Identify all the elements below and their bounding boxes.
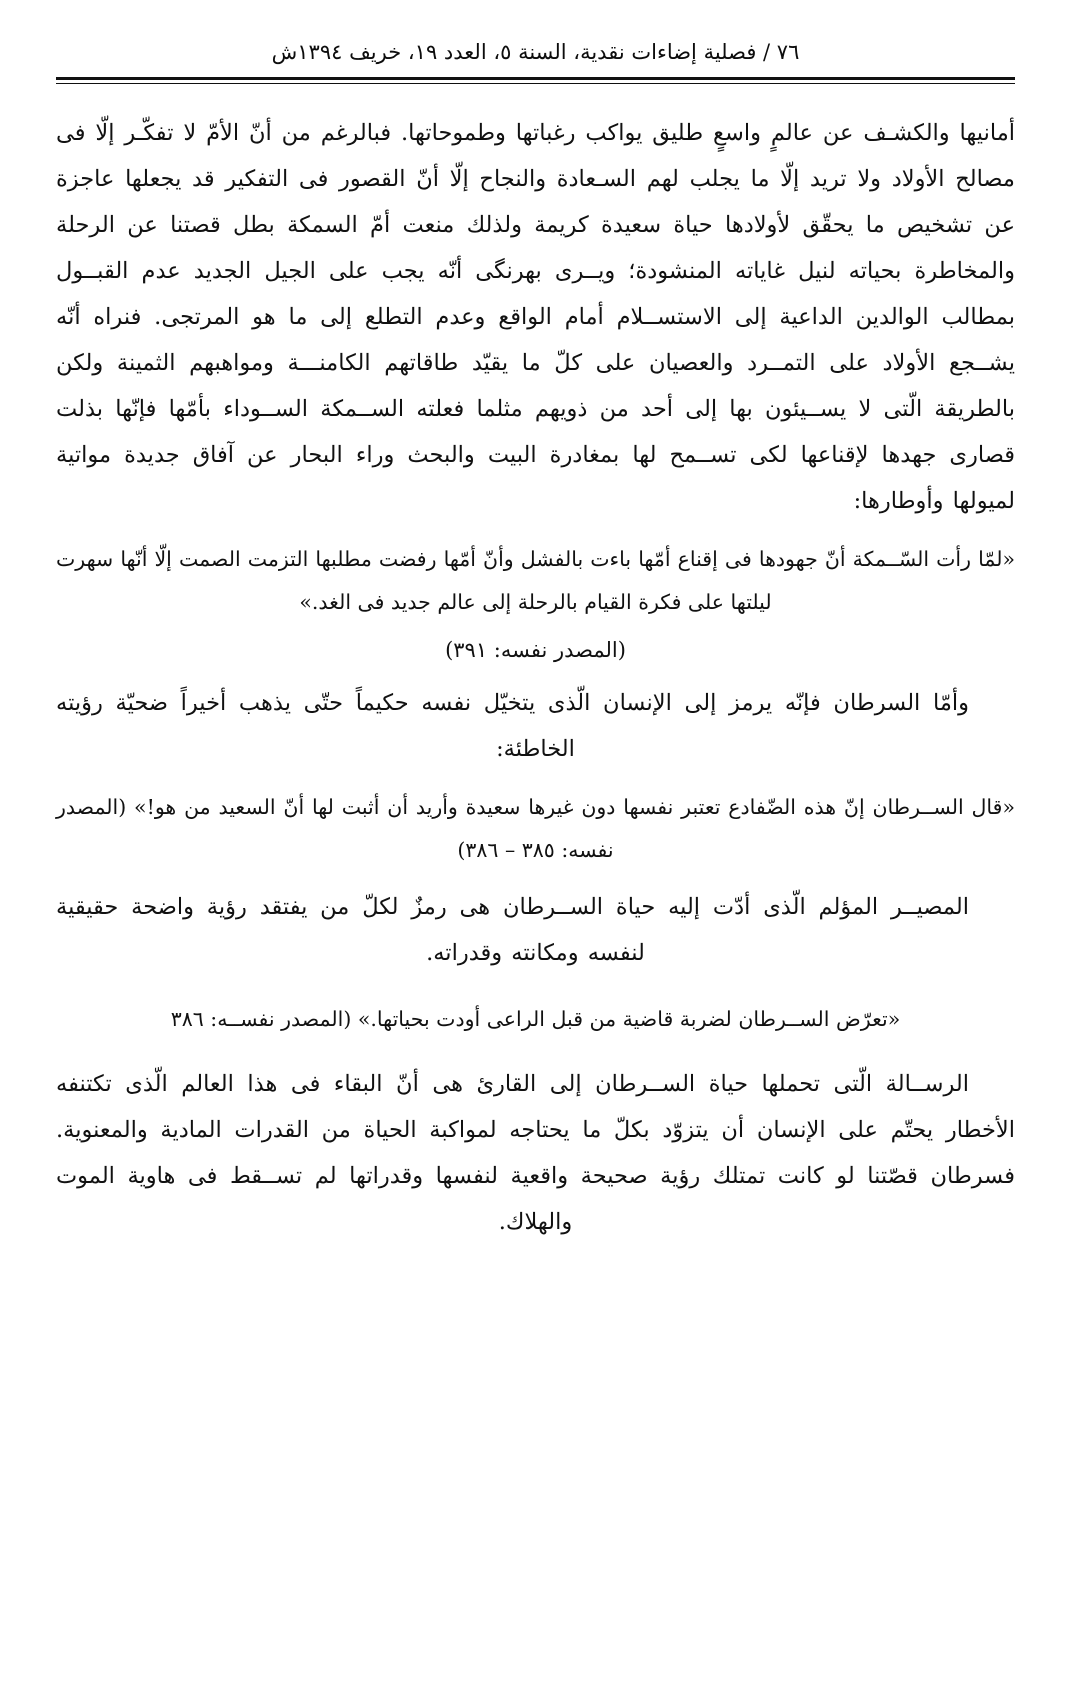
block-quote-crab-death: «تعرّض الســرطان لضربة قاضية من قبل الراعى أودت بحياتها.» (المصدر نفســه: ٣٨٦ — [170, 1007, 901, 1032]
paragraph-message: الرســالة الّتى تحملها حياة الســرطان إلى القارئ هى أنّ البقاء فى هذا العالم الّذى تكتنفه الأخطار يحتّم على الإنسان أن يتزوّد بكلّ ما يحتاجه لمواكبة الحياة من القدرات المادية والمعنوية. فسرطان قصّتنا لو كانت تمتلك رؤية صحيحة واقعية لنفسها وقدراتها لم تســقط فى هاوية الموت والهلاك. — [56, 1071, 1015, 1236]
header-rule-thick — [56, 77, 1015, 80]
paragraph-continuation: أمانيها والكشـف عن عالمٍ واسعٍ طليق يواكب رغباتها وطموحاتها. فبالرغم من أنّ الأمّ لا تفكّـر إلّا فى مصالح الأولاد ولا تريد إلّا ما يجلب لهم السـعادة والنجاح إلّا أنّ القصور فى التفكير قد يجعلها عاجزة عن تشخيص ما يحقّق لأولادها حياة سعيدة كريمة ولذلك منعت أمّ السمكة بطل قصتنا عن الرحلة والمخاطرة بحياته لنيل غاياته المنشودة؛ ويــرى بهرنگى أنّه يجب على الجيل الجديد عدم القبــول بمطالب الوالدين الداعية إلى الاستســلام أمام الواقع وعدم التطلع إلى ما هو المرتجى. فنراه أنّه يشــجع الأولاد على التمــرد والعصيان على كلّ ما يقيّد طاقاتهم الكامنـــة ومواهبهم الثمينة ولكن بالطريقة الّتى لا يســيئون بها إلى أحد من ذويهم مثلما فعلته الســمكة الســوداء بأمّها فإنّها بذلت قصارى جهدها لإقناعها لكى تســمح لها بمغادرة البيت والبحث وراء البحار عن آفاق جديدة مواتية لميولها وأوطارها: — [56, 120, 1015, 515]
body-column — [56, 110, 1015, 1245]
block-quote-crab-frogs: «قال الســرطان إنّ هذه الضّفادع تعتبر نفسها دون غيرها سعيدة وأريد أن أثبت لها أنّ السعيد من هو!» (المصدر نفسه: ٣٨٥ – ٣٨٦) — [56, 795, 1015, 863]
spacer — [56, 984, 1015, 998]
header-rule-thin — [56, 83, 1015, 84]
paragraph-crab-fate: المصيــر المؤلم الّذى أدّت إليه حياة الســرطان هى رمزٌ لكلّ من يفتقد رؤية واضحة حقيقية لنفسه ومكانته وقدراته. — [56, 894, 969, 967]
paragraph-crab-symbolism: وأمّا السرطان فإنّه يرمز إلى الإنسان الّذى يتخيّل نفسه حكيماً حتّى يذهب أخيراً ضحيّة رؤيته الخاطئة: — [56, 690, 969, 763]
block-quote-fish: «لمّا رأت السّــمكة أنّ جهودها فى إقناع أمّها باءت بالفشل وأنّ أمّها رفضت مطلبها التزمت الصمت إلّا أنّها سهرت ليلتها على فكرة القيام بالرحلة إلى عالم جديد فى الغد.» — [56, 547, 1015, 615]
source-citation-391: (المصدر نفسه: ٣٩١) — [445, 638, 626, 663]
page-header: ٧٦ / فصلية إضاءات نقدية، السنة ٥، العدد ١٩، خريف ١٣٩٤ش — [271, 40, 800, 64]
spacer — [56, 1047, 1015, 1061]
